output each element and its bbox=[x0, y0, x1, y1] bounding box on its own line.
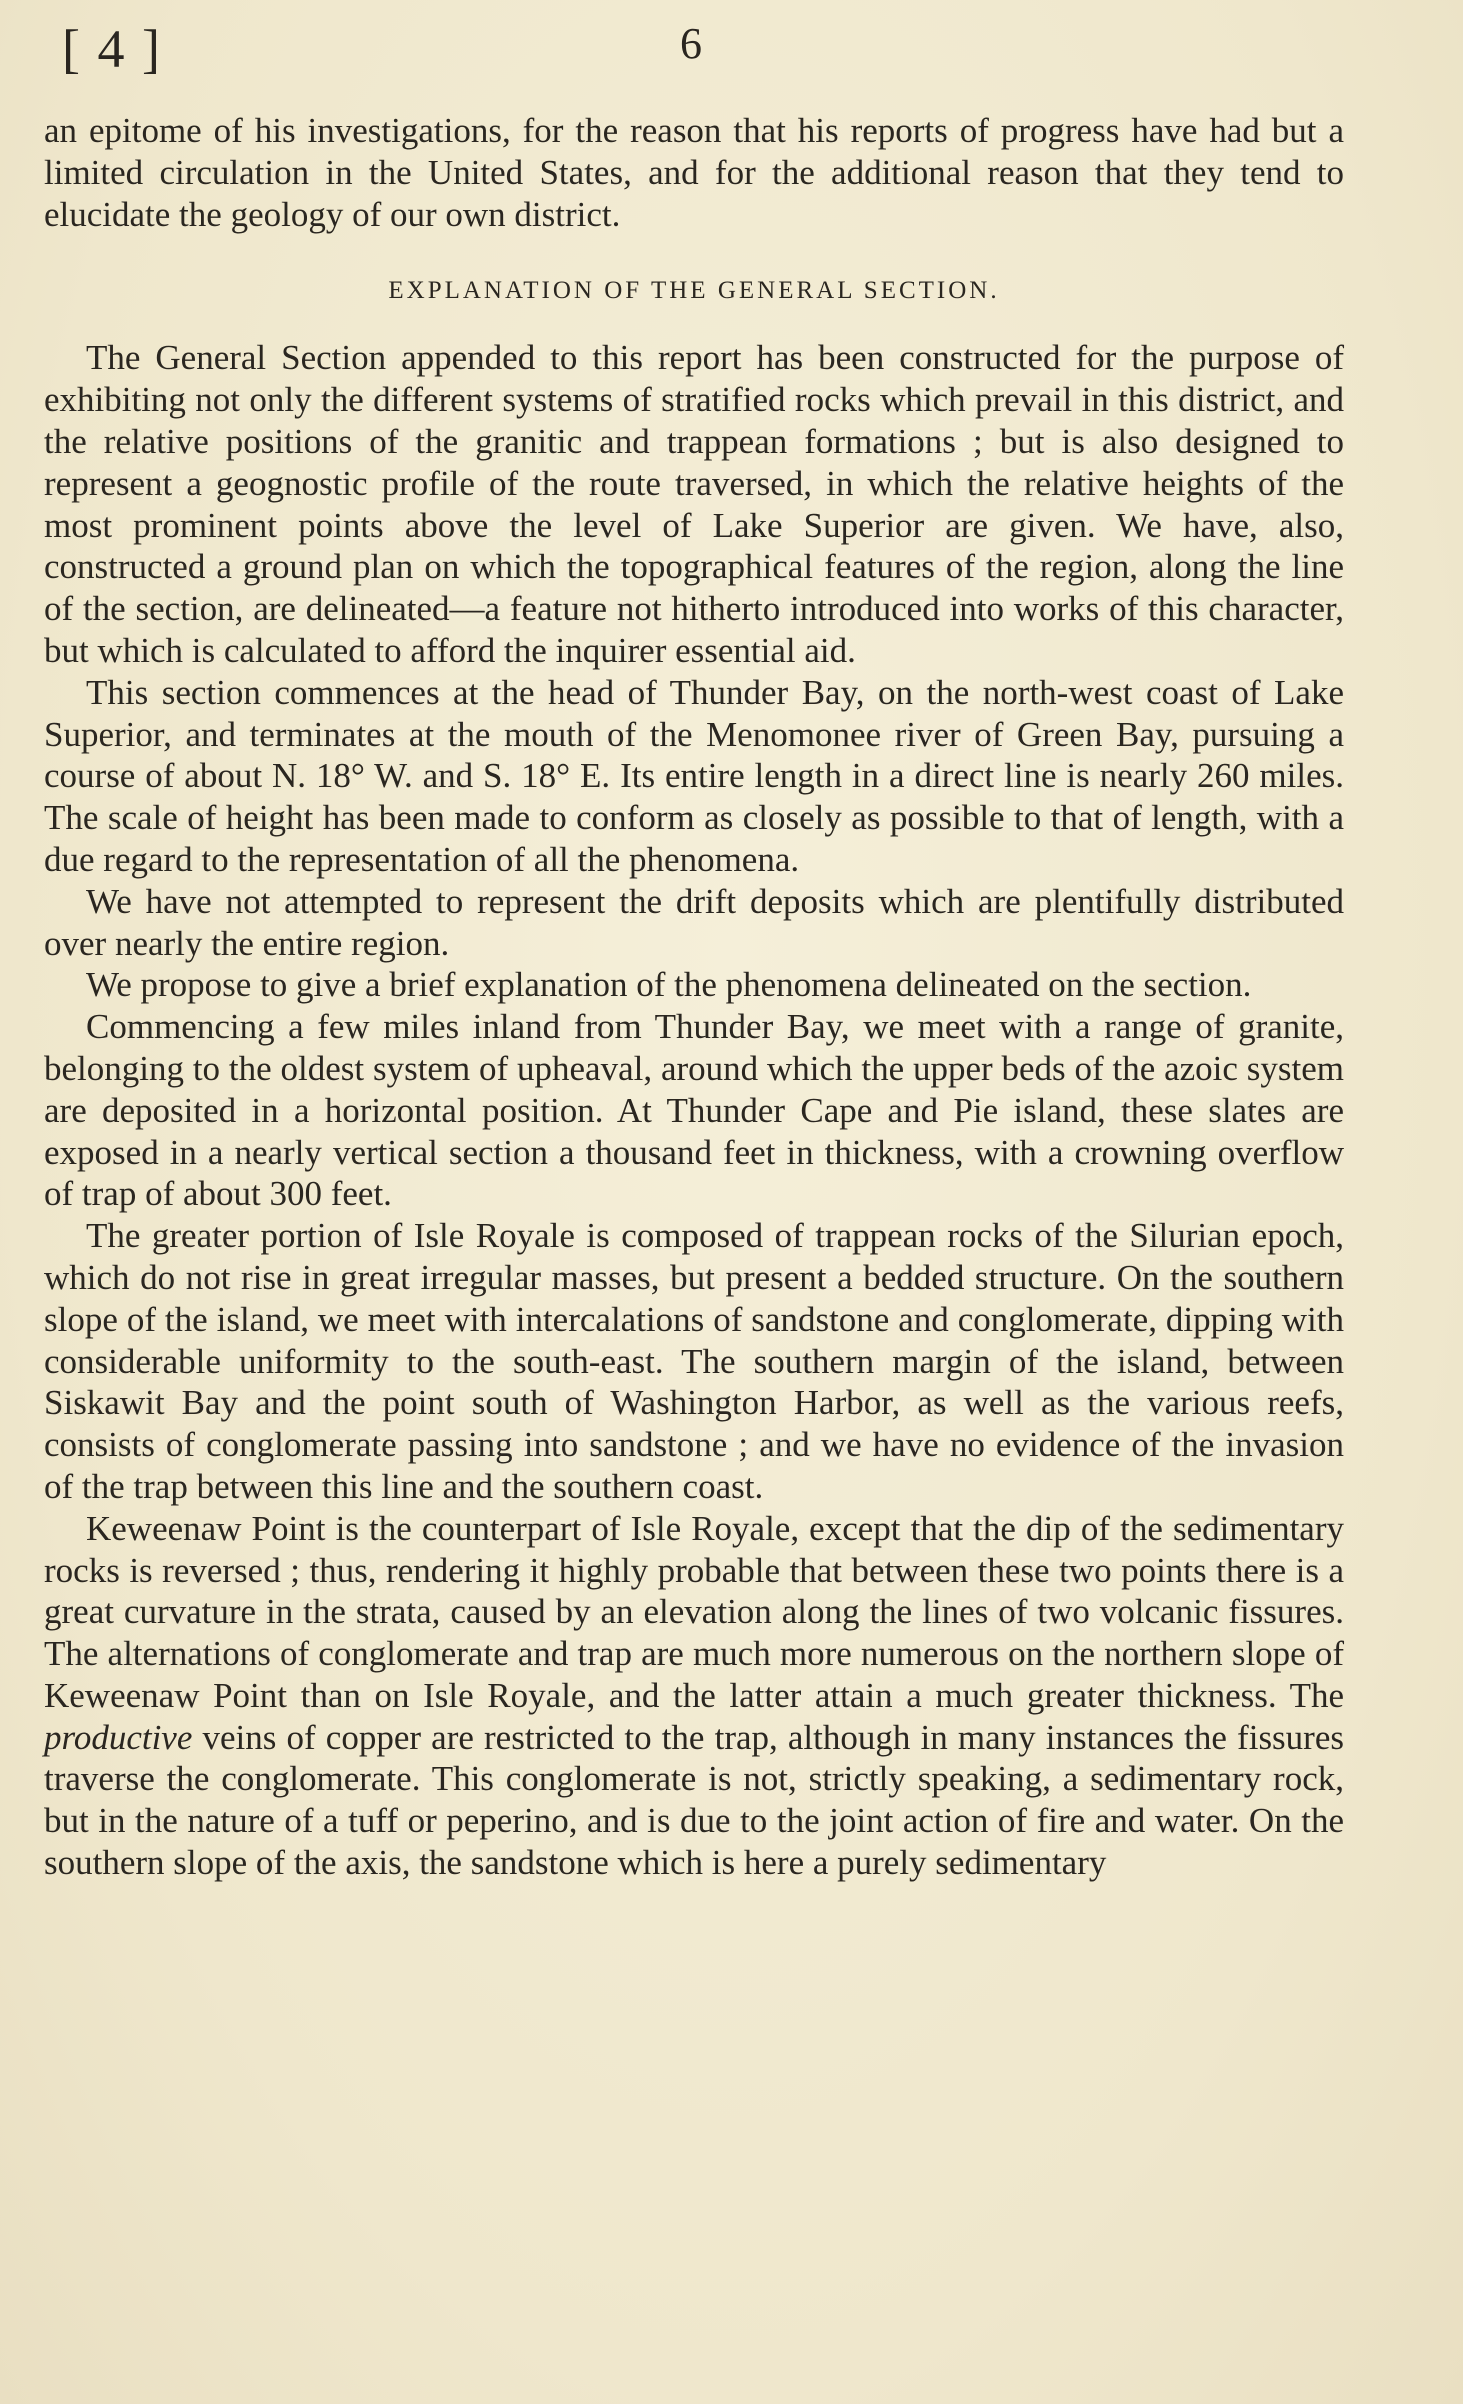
page-number: 6 bbox=[680, 19, 702, 68]
intro-paragraph: an epitome of his investigations, for the reason that his reports of progress have had but a limited circulation in the United States, and for the additional reason that they tend to elucidate the geology of our own district. bbox=[44, 111, 1344, 234]
paragraph-explanation-intro: We propose to give a brief explanation of the phenomena delineated on the section. bbox=[86, 965, 1252, 1005]
page-header bbox=[62, 18, 1362, 88]
paragraph-keweenaw-point bbox=[44, 1508, 1344, 1884]
paragraph-general-section: The General Section appended to this report has been constructed for the purpose of exhibiting not only the different systems of stratified rocks which prevail in this district, and the relative positions of the granitic and trappean formations ; but is also designed to represent a geognostic profile of the route traversed, in which the relative heights of the most prominent points above the level of Lake Superior are given. We have, also, constructed a ground plan on which the topographical features of the region, along the line of the section, are delineated—a feature not hitherto introduced into works of this character, but which is calculated to afford the inquirer essential aid. bbox=[44, 338, 1344, 670]
page-reference: [ 4 ] bbox=[62, 19, 162, 79]
paragraph-thunder-bay: Commencing a few miles inland from Thunder Bay, we meet with a range of granite, belonging to the oldest system of upheaval, around which the upper beds of the azoic system are deposited in a horizontal position. At Thunder Cape and Pie island, these slates are exposed in a nearly vertical section a thousand feet in thickness, with a crowning overflow of trap of about 300 feet. bbox=[44, 1007, 1344, 1214]
italic-productive: productive bbox=[44, 1717, 193, 1757]
section-heading: EXPLANATION OF THE GENERAL SECTION. bbox=[388, 277, 1000, 305]
keweenaw-text-end: veins of copper are restricted to the trap, although in many instances the fissures traverse the conglomerate. This conglomerate is not, strictly speaking, a sedimentary rock, but in the nature of a tuff or peperino, and is due to the joint action of fire and water. On the southern slope of the axis, the sandstone which is here a purely sedimentary bbox=[44, 1717, 1344, 1883]
paragraph-isle-royale: The greater portion of Isle Royale is composed of trappean rocks of the Silurian epoch, which do not rise in great irregular masses, but present a bedded structure. On the southern slope of the island, we meet with intercalations of sandstone and conglomerate, dipping with considerable uniformity to the south-east. The southern margin of the island, between Siskawit Bay and the point south of Washington Harbor, as well as the various reefs, consists of conglomerate passing into sandstone ; and we have no evidence of the invasion of the trap between this line and the southern coast. bbox=[44, 1216, 1344, 1506]
paragraph-drift-deposits: We have not attempted to represent the drift deposits which are plentifully distributed over nearly the entire region. bbox=[44, 881, 1344, 963]
keweenaw-text-start: Keweenaw Point is the counterpart of Isle Royale, except that the dip of the sedimentary rocks is reversed ; thus, rendering it highly probable that between these two points there is a great curvature in the strata, caused by an elevation along the lines of two volcanic fissures. The alternations of conglomerate and trap are much more numerous on the northern slope of Keweenaw Point than on Isle Royale, and the latter attain a much greater thickness. The bbox=[44, 1508, 1344, 1715]
paragraph-section-route: This section commences at the head of Thunder Bay, on the north-west coast of Lake Superior, and terminates at the mouth of the Menomonee river of Green Bay, pursuing a course of about N. 18° W. and S. 18° E. Its entire length in a direct line is nearly 260 miles. The scale of height has been made to conform as closely as possible to that of length, with a due regard to the representation of all the phenomena. bbox=[44, 672, 1344, 879]
page-body bbox=[44, 110, 1344, 1884]
